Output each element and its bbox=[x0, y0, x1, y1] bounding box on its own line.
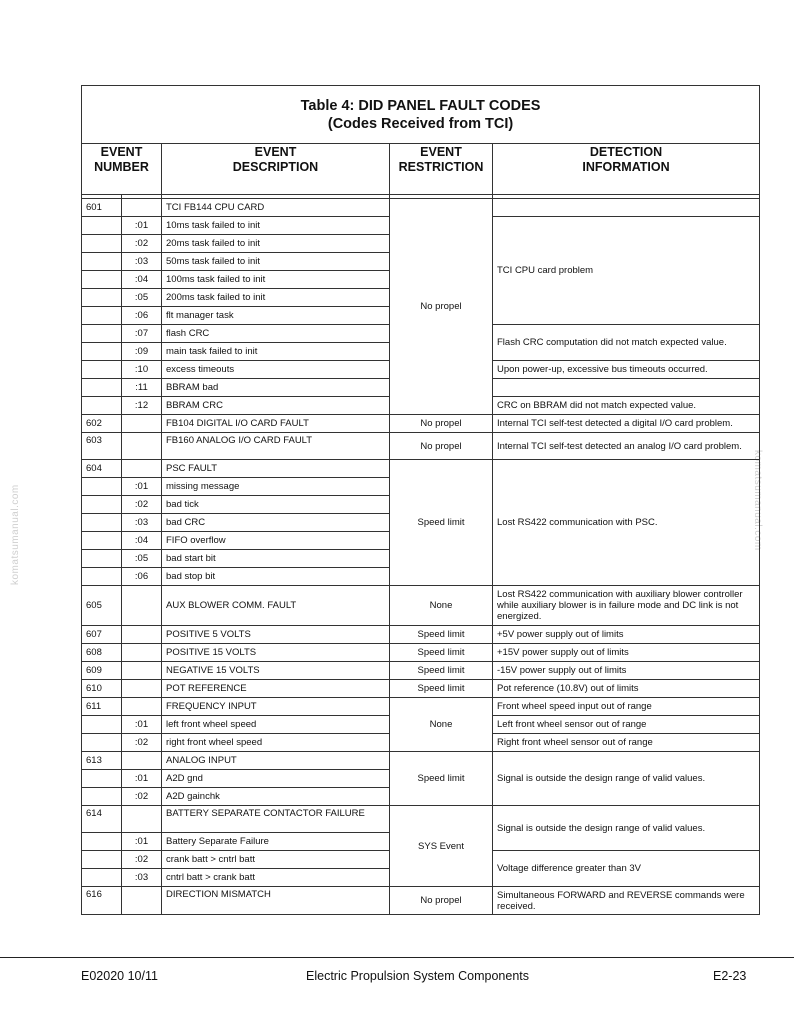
event-subcode: :01 bbox=[122, 770, 162, 788]
header-detection-information: DETECTION INFORMATION bbox=[493, 144, 760, 195]
table-row bbox=[82, 586, 760, 626]
event-description: bad CRC bbox=[162, 514, 390, 532]
detection-info: Upon power-up, excessive bus timeouts occurred. bbox=[493, 361, 760, 379]
event-description: PSC FAULT bbox=[162, 460, 390, 478]
event-description: FREQUENCY INPUT bbox=[162, 698, 390, 716]
event-restriction: No propel bbox=[390, 415, 493, 433]
event-restriction: None bbox=[390, 698, 493, 752]
event-subcode: :01 bbox=[122, 217, 162, 235]
table-title bbox=[82, 86, 760, 144]
event-description: cntrl batt > crank batt bbox=[162, 869, 390, 887]
event-subcode: :07 bbox=[122, 325, 162, 343]
event-number: 613 bbox=[82, 752, 122, 770]
event-description: AUX BLOWER COMM. FAULT bbox=[162, 586, 390, 626]
event-subcode: :02 bbox=[122, 851, 162, 869]
event-number: 616 bbox=[82, 887, 122, 915]
detection-info: Internal TCI self-test detected an analog I/O card problem. bbox=[493, 433, 760, 460]
detection-info: +15V power supply out of limits bbox=[493, 644, 760, 662]
event-subcode: :11 bbox=[122, 379, 162, 397]
event-description: bad tick bbox=[162, 496, 390, 514]
event-subcode: :05 bbox=[122, 289, 162, 307]
event-description: excess timeouts bbox=[162, 361, 390, 379]
event-subcode: :06 bbox=[122, 307, 162, 325]
event-subcode: :04 bbox=[122, 271, 162, 289]
event-description: DIRECTION MISMATCH bbox=[162, 887, 390, 915]
detection-info: Simultaneous FORWARD and REVERSE commands were received. bbox=[493, 887, 760, 915]
detection-info: TCI CPU card problem bbox=[493, 217, 760, 325]
event-subcode: :05 bbox=[122, 550, 162, 568]
detection-info: Right front wheel sensor out of range bbox=[493, 734, 760, 752]
event-description: A2D gnd bbox=[162, 770, 390, 788]
event-restriction: No propel bbox=[390, 433, 493, 460]
header-event-description: EVENT DESCRIPTION bbox=[162, 144, 390, 195]
event-description: ANALOG INPUT bbox=[162, 752, 390, 770]
detection-info: Internal TCI self-test detected a digital I/O card problem. bbox=[493, 415, 760, 433]
event-description: crank batt > cntrl batt bbox=[162, 851, 390, 869]
event-restriction: No propel bbox=[390, 887, 493, 915]
table-row bbox=[82, 460, 760, 478]
detection-info: Pot reference (10.8V) out of limits bbox=[493, 680, 760, 698]
fault-codes-table bbox=[81, 85, 760, 915]
event-description: right front wheel speed bbox=[162, 734, 390, 752]
event-subcode bbox=[122, 199, 162, 217]
event-subcode: :03 bbox=[122, 869, 162, 887]
event-subcode: :09 bbox=[122, 343, 162, 361]
event-number: 609 bbox=[82, 662, 122, 680]
detection-info: Signal is outside the design range of valid values. bbox=[493, 752, 760, 806]
table-row bbox=[82, 662, 760, 680]
event-number: 602 bbox=[82, 415, 122, 433]
event-description: bad start bit bbox=[162, 550, 390, 568]
event-number: 604 bbox=[82, 460, 122, 478]
event-description: 50ms task failed to init bbox=[162, 253, 390, 271]
table-row bbox=[82, 415, 760, 433]
event-restriction: SYS Event bbox=[390, 806, 493, 887]
detection-info: Lost RS422 communication with PSC. bbox=[493, 460, 760, 586]
footer-doc-id: E02020 10/11 bbox=[81, 969, 158, 983]
event-subcode: :06 bbox=[122, 568, 162, 586]
event-restriction: Speed limit bbox=[390, 680, 493, 698]
table-row bbox=[82, 199, 760, 217]
event-description: A2D gainchk bbox=[162, 788, 390, 806]
event-description: FB104 DIGITAL I/O CARD FAULT bbox=[162, 415, 390, 433]
event-description: bad stop bit bbox=[162, 568, 390, 586]
event-restriction: None bbox=[390, 586, 493, 626]
event-description: left front wheel speed bbox=[162, 716, 390, 734]
event-subcode: :03 bbox=[122, 514, 162, 532]
table-row bbox=[82, 887, 760, 915]
event-subcode: :10 bbox=[122, 361, 162, 379]
detection-info: Flash CRC computation did not match expected value. bbox=[493, 325, 760, 361]
event-number: 605 bbox=[82, 586, 122, 626]
watermark-right: komatsumanual.com bbox=[752, 450, 763, 551]
event-description: missing message bbox=[162, 478, 390, 496]
detection-info: Lost RS422 communication with auxiliary blower controller while auxiliary blower is in failure mode and DC link is not energized. bbox=[493, 586, 760, 626]
detection-info: Front wheel speed input out of range bbox=[493, 698, 760, 716]
event-description: BBRAM CRC bbox=[162, 397, 390, 415]
footer-section-title: Electric Propulsion System Components bbox=[306, 969, 530, 983]
event-description: TCI FB144 CPU CARD bbox=[162, 199, 390, 217]
detection-info bbox=[493, 379, 760, 397]
event-description: Battery Separate Failure bbox=[162, 833, 390, 851]
event-restriction: Speed limit bbox=[390, 752, 493, 806]
detection-info: Signal is outside the design range of valid values. bbox=[493, 806, 760, 851]
event-description: 10ms task failed to init bbox=[162, 217, 390, 235]
event-description: NEGATIVE 15 VOLTS bbox=[162, 662, 390, 680]
event-subcode: :01 bbox=[122, 716, 162, 734]
detection-info: +5V power supply out of limits bbox=[493, 626, 760, 644]
event-description: FIFO overflow bbox=[162, 532, 390, 550]
event-number: 608 bbox=[82, 644, 122, 662]
event-description: POT REFERENCE bbox=[162, 680, 390, 698]
event-restriction: No propel bbox=[390, 199, 493, 415]
event-number: 607 bbox=[82, 626, 122, 644]
table-title-line2: (Codes Received from TCI) bbox=[327, 116, 514, 132]
event-description: 100ms task failed to init bbox=[162, 271, 390, 289]
event-description: BATTERY SEPARATE CONTACTOR FAILURE bbox=[162, 806, 390, 833]
event-subcode: :12 bbox=[122, 397, 162, 415]
table-row bbox=[82, 433, 760, 460]
event-subcode: :03 bbox=[122, 253, 162, 271]
event-subcode: :02 bbox=[122, 788, 162, 806]
event-subcode: :02 bbox=[122, 734, 162, 752]
event-subcode: :02 bbox=[122, 235, 162, 253]
table-title-line1: Table 4: DID PANEL FAULT CODES bbox=[300, 98, 541, 114]
event-description: FB160 ANALOG I/O CARD FAULT bbox=[162, 433, 390, 460]
footer-divider bbox=[0, 957, 794, 958]
detection-info: Left front wheel sensor out of range bbox=[493, 716, 760, 734]
header-event-restriction: EVENT RESTRICTION bbox=[390, 144, 493, 195]
event-description: flt manager task bbox=[162, 307, 390, 325]
event-number: 610 bbox=[82, 680, 122, 698]
event-description: 20ms task failed to init bbox=[162, 235, 390, 253]
table-row bbox=[82, 806, 760, 833]
event-description: POSITIVE 15 VOLTS bbox=[162, 644, 390, 662]
event-subcode: :04 bbox=[122, 532, 162, 550]
event-restriction: Speed limit bbox=[390, 626, 493, 644]
detection-info: Voltage difference greater than 3V bbox=[493, 851, 760, 887]
detection-info: -15V power supply out of limits bbox=[493, 662, 760, 680]
event-restriction: Speed limit bbox=[390, 460, 493, 586]
watermark-left: komatsumanual.com bbox=[10, 484, 21, 585]
event-number: 601 bbox=[82, 199, 122, 217]
header-event-number: EVENT NUMBER bbox=[82, 144, 162, 195]
detection-info bbox=[493, 199, 760, 217]
event-number: 603 bbox=[82, 433, 122, 460]
event-subcode: :02 bbox=[122, 496, 162, 514]
detection-info: CRC on BBRAM did not match expected value. bbox=[493, 397, 760, 415]
event-restriction: Speed limit bbox=[390, 662, 493, 680]
event-description: main task failed to init bbox=[162, 343, 390, 361]
event-description: flash CRC bbox=[162, 325, 390, 343]
event-subcode: :01 bbox=[122, 478, 162, 496]
table-row bbox=[82, 680, 760, 698]
event-description: BBRAM bad bbox=[162, 379, 390, 397]
event-description: POSITIVE 5 VOLTS bbox=[162, 626, 390, 644]
table-row bbox=[82, 698, 760, 716]
table-row bbox=[82, 644, 760, 662]
event-number: 614 bbox=[82, 806, 122, 833]
table-row bbox=[82, 752, 760, 770]
event-subcode: :01 bbox=[122, 833, 162, 851]
event-description: 200ms task failed to init bbox=[162, 289, 390, 307]
footer-page-number: E2-23 bbox=[713, 969, 747, 983]
table-row bbox=[82, 626, 760, 644]
event-restriction: Speed limit bbox=[390, 644, 493, 662]
event-number: 611 bbox=[82, 698, 122, 716]
